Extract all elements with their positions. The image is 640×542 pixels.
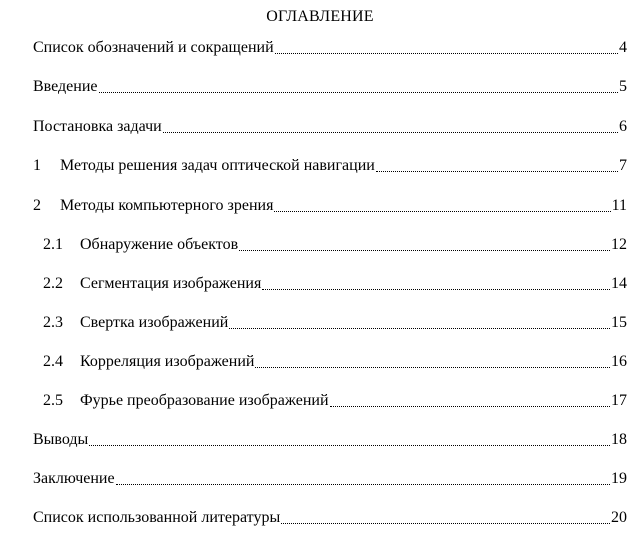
toc-entry-number: 2	[33, 197, 41, 214]
toc-entry-page: 20	[611, 509, 627, 526]
toc-entry-conclusions[interactable]	[33, 430, 627, 450]
toc-entry-number: 2.4	[43, 353, 63, 370]
toc-entry-abbreviations[interactable]	[33, 38, 627, 58]
dot-leader	[376, 156, 618, 176]
toc-entry-label: Свертка изображений	[80, 314, 229, 331]
toc-entry-number: 1	[33, 157, 41, 174]
toc-entry-label: Выводы	[33, 431, 89, 448]
dot-leader	[89, 430, 610, 450]
toc-entry-section-2-2[interactable]	[43, 274, 627, 294]
toc-entry-references[interactable]	[33, 508, 627, 528]
toc-entry-page: 6	[619, 118, 627, 135]
toc-entry-label: Методы решения задач оптической навигации	[60, 157, 375, 174]
dot-leader	[274, 196, 610, 216]
toc-entry-section-2-4[interactable]	[43, 352, 627, 372]
toc-entry-section-2-3[interactable]	[43, 313, 627, 333]
toc-entry-label: Постановка задачи	[33, 118, 162, 135]
toc-entry-number: 2.5	[43, 392, 63, 409]
toc-entry-label: Корреляция изображений	[80, 353, 255, 370]
toc-entry-page: 7	[619, 157, 627, 174]
toc-entry-page: 17	[611, 392, 627, 409]
toc-entry-page: 15	[611, 314, 627, 331]
toc-entry-closing[interactable]	[33, 469, 627, 489]
toc-entry-problem-statement[interactable]	[33, 117, 627, 137]
dot-leader	[275, 38, 618, 58]
toc-entry-chapter-1[interactable]	[33, 156, 627, 176]
dot-leader	[229, 313, 610, 333]
toc-heading: ОГЛАВЛЕНИЕ	[266, 8, 374, 25]
dot-leader	[116, 469, 610, 489]
toc-entry-page: 18	[611, 431, 627, 448]
toc-entry-label: Обнаружение объектов	[80, 236, 239, 253]
toc-entry-number: 2.2	[43, 275, 63, 292]
dot-leader	[163, 117, 618, 137]
toc-entry-section-2-1[interactable]	[43, 235, 627, 255]
toc-entry-chapter-2[interactable]	[33, 196, 627, 216]
toc-entry-page: 4	[619, 39, 627, 56]
toc-entry-label: Сегментация изображения	[80, 275, 262, 292]
toc-entry-number: 2.3	[43, 314, 63, 331]
toc-entry-page: 19	[611, 470, 627, 487]
dot-leader	[262, 274, 610, 294]
toc-entry-label: Введение	[33, 78, 98, 95]
dot-leader	[255, 352, 610, 372]
toc-entry-label: Фурье преобразование изображений	[80, 392, 329, 409]
dot-leader	[330, 391, 610, 411]
toc-entry-page: 16	[611, 353, 627, 370]
dot-leader	[239, 235, 610, 255]
toc-entry-section-2-5[interactable]	[43, 391, 627, 411]
toc-entry-label: Заключение	[33, 470, 115, 487]
toc-entry-page: 12	[611, 236, 627, 253]
toc-entry-number: 2.1	[43, 236, 63, 253]
toc-entry-label: Список использованной литературы	[33, 509, 281, 526]
toc-entry-page: 11	[611, 197, 627, 214]
toc-entry-label: Список обозначений и сокращений	[33, 39, 274, 56]
toc-entry-page: 14	[611, 275, 627, 292]
dot-leader	[281, 508, 610, 528]
toc-entry-page: 5	[619, 78, 627, 95]
dot-leader	[99, 77, 619, 97]
toc-entry-label: Методы компьютерного зрения	[60, 197, 274, 214]
toc-entry-introduction[interactable]	[33, 77, 627, 97]
